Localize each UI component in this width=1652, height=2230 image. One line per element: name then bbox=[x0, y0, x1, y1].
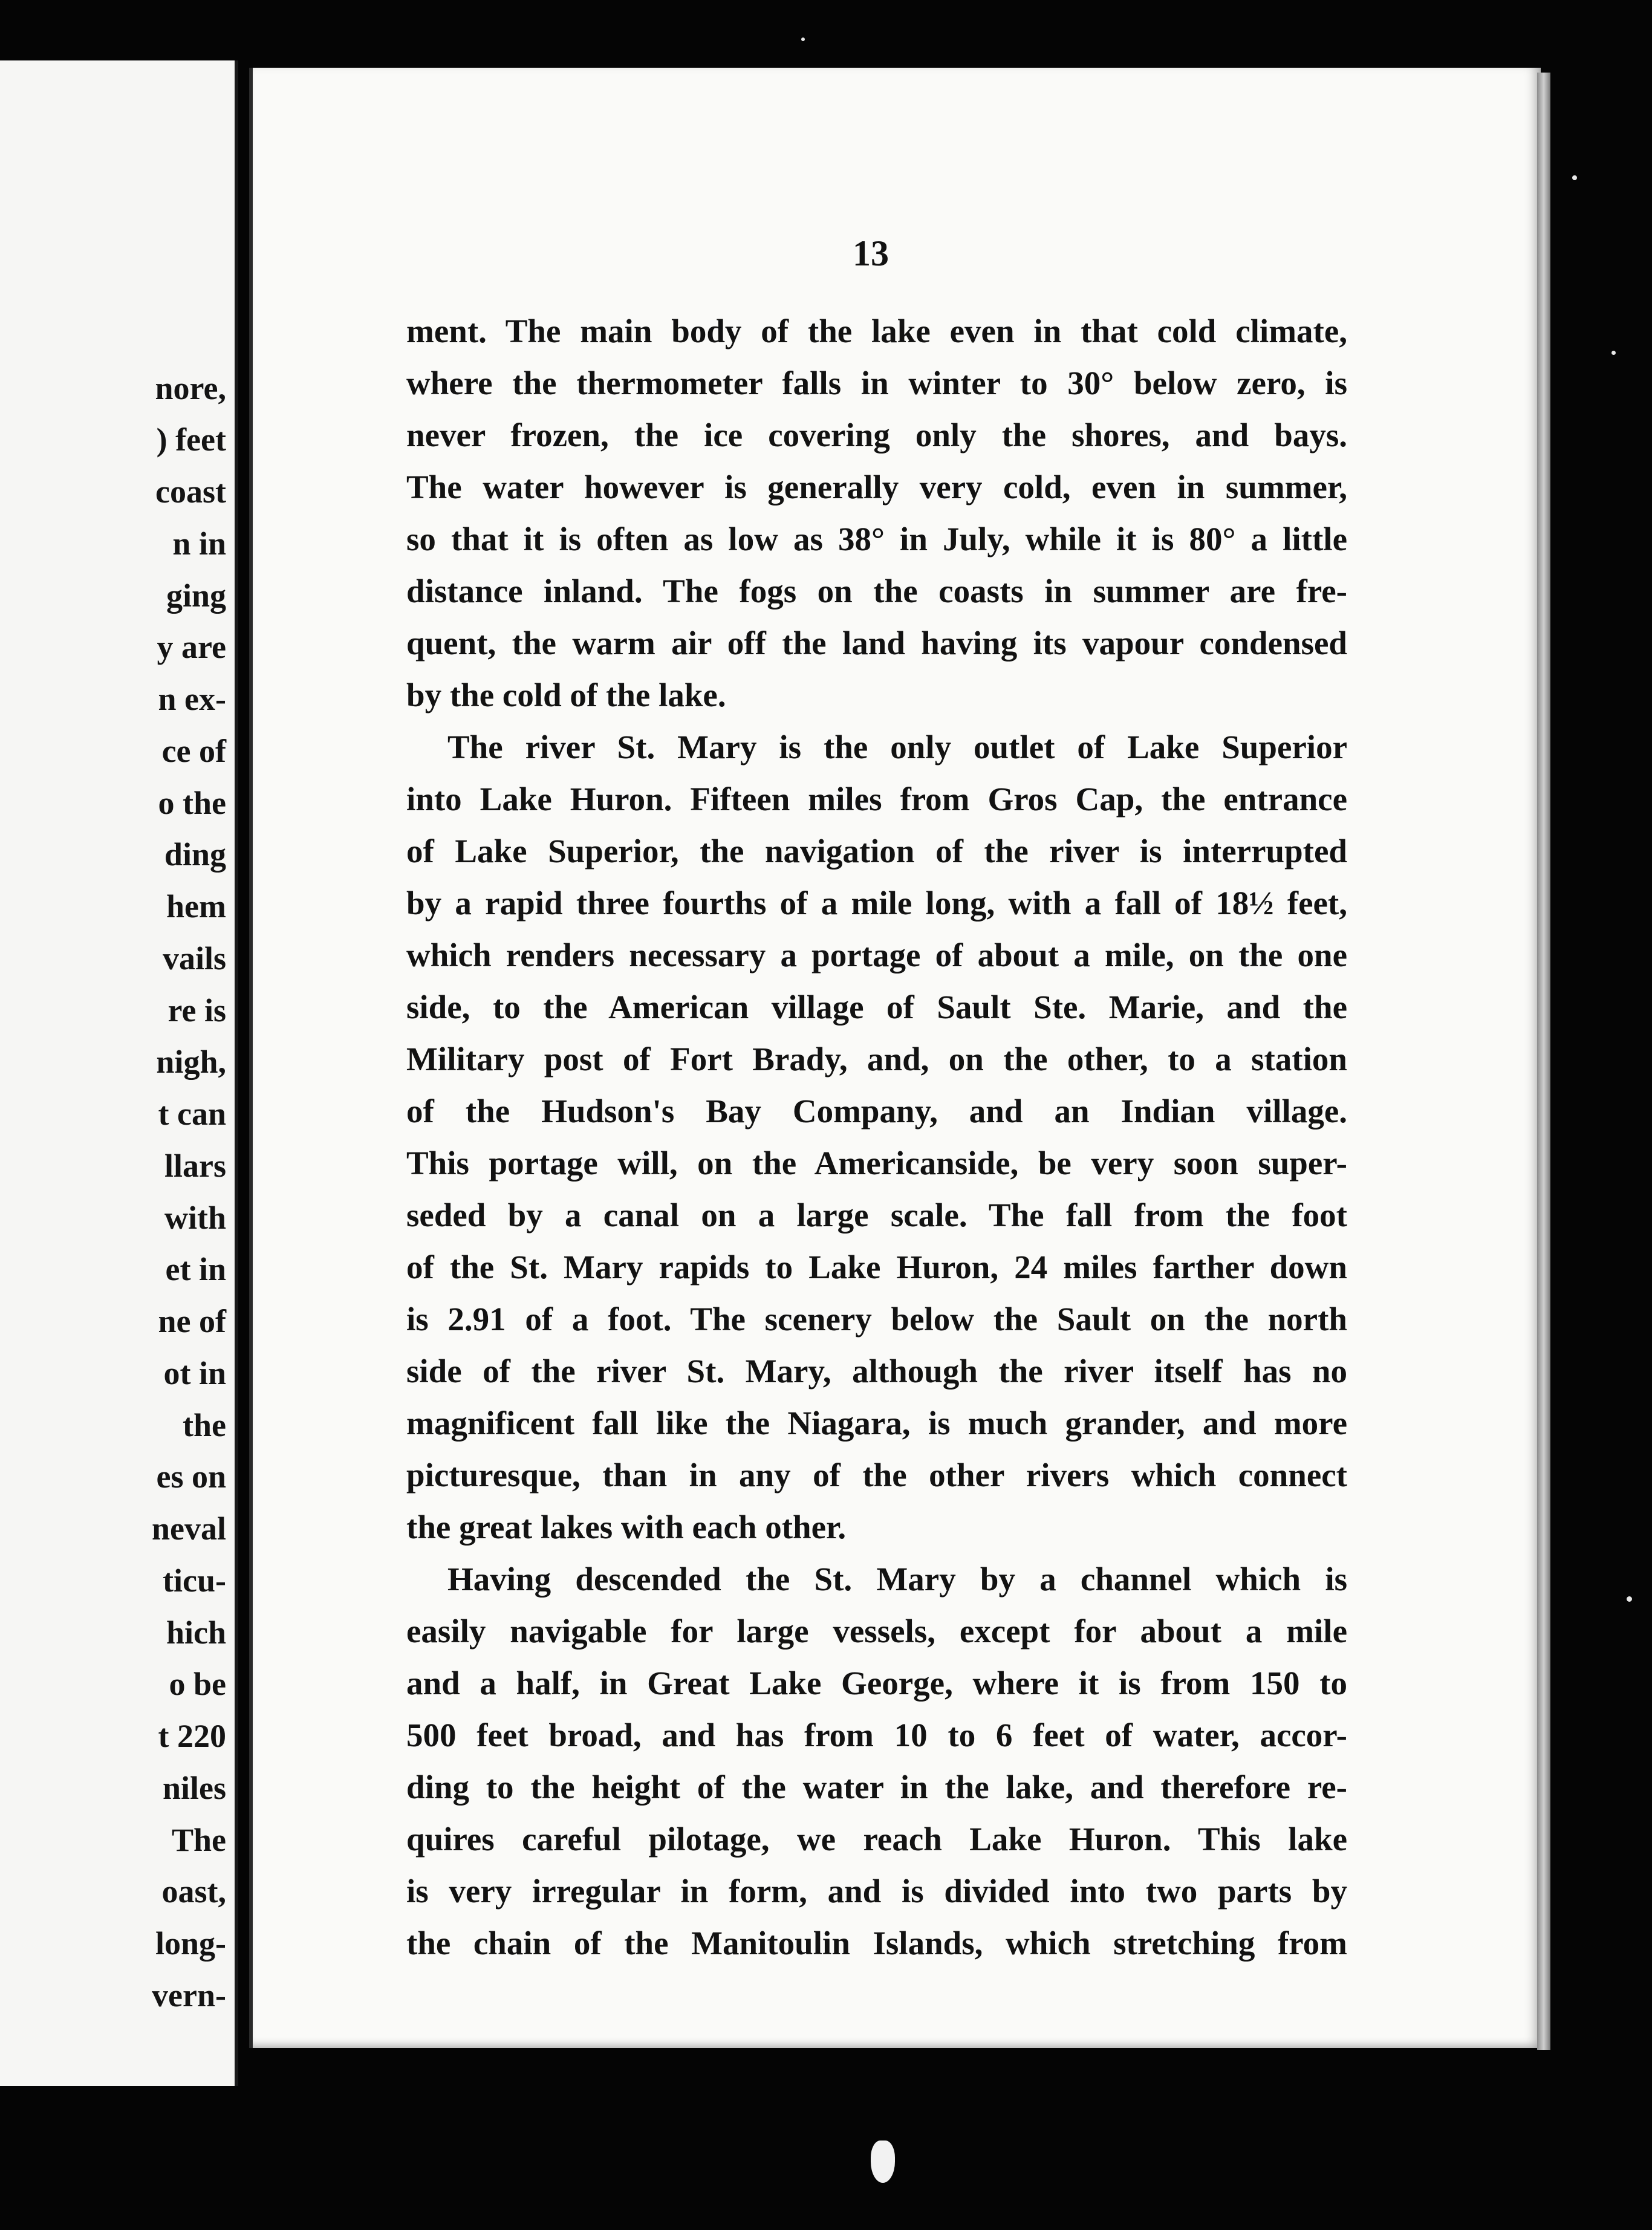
text-line: picturesque, than in any of the other rivers which connect bbox=[406, 1457, 1347, 1494]
scan-speck bbox=[1572, 175, 1577, 180]
text-line: Having descended the St. Mary by a channel which is bbox=[447, 1561, 1347, 1598]
left-page-line: ne of bbox=[158, 1303, 226, 1339]
text-line: quent, the warm air off the land having its vapour condensed bbox=[406, 625, 1347, 662]
left-page-line: t can bbox=[158, 1096, 226, 1132]
left-page-line: ding bbox=[164, 836, 226, 873]
text-line: of the Hudson's Bay Company, and an Indian village. bbox=[406, 1093, 1347, 1130]
left-page-line: nigh, bbox=[156, 1044, 226, 1080]
left-page-line: ging bbox=[166, 577, 226, 614]
left-page-line: niles bbox=[162, 1770, 226, 1806]
scan-speck bbox=[1611, 351, 1616, 355]
text-line: of Lake Superior, the navigation of the river is interrupted bbox=[406, 833, 1347, 870]
text-line: which renders necessary a portage of about a mile, on the one bbox=[406, 937, 1347, 974]
text-line: never frozen, the ice covering only the shores, and bays. bbox=[406, 417, 1347, 453]
text-line: is 2.91 of a foot. The scenery below the Sault on the north bbox=[406, 1301, 1347, 1338]
text-line: ding to the height of the water in the lake, and therefore re- bbox=[406, 1769, 1347, 1806]
left-page-line: coast bbox=[155, 473, 226, 510]
left-page-line: llars bbox=[164, 1148, 226, 1184]
left-page-line: n ex- bbox=[158, 681, 226, 717]
text-line: of the St. Mary rapids to Lake Huron, 24 miles farther down bbox=[406, 1249, 1347, 1286]
text-line: Military post of Fort Brady, and, on the other, to a station bbox=[406, 1041, 1347, 1078]
scan-speck bbox=[801, 37, 805, 41]
left-page-line: hich bbox=[166, 1614, 226, 1651]
left-page-line: vern- bbox=[152, 1977, 226, 2014]
scan-speck bbox=[1627, 1596, 1632, 1602]
text-line: This portage will, on the Americanside, be very soon super- bbox=[406, 1145, 1347, 1182]
text-line: The water however is generally very cold, even in summer, bbox=[406, 469, 1347, 505]
text-line: side of the river St. Mary, although the river itself has no bbox=[406, 1353, 1347, 1390]
left-page-line: neval bbox=[151, 1510, 226, 1547]
text-line: is very irregular in form, and is divided into two parts by bbox=[406, 1873, 1347, 1910]
text-line: The river St. Mary is the only outlet of Lake Superior bbox=[447, 729, 1347, 766]
text-line: ment. The main body of the lake even in that cold climate, bbox=[406, 313, 1347, 349]
text-line: and a half, in Great Lake George, where it is from 150 to bbox=[406, 1665, 1347, 1702]
text-line: 500 feet broad, and has from 10 to 6 feet of water, accor- bbox=[406, 1717, 1347, 1754]
text-line: easily navigable for large vessels, except for about a mile bbox=[406, 1613, 1347, 1650]
text-line: where the thermometer falls in winter to 30° below zero, is bbox=[406, 365, 1347, 401]
page-edge bbox=[1537, 73, 1550, 2050]
left-page-line: n in bbox=[172, 525, 226, 562]
left-page-line: o the bbox=[158, 785, 226, 821]
left-page-line: o be bbox=[169, 1666, 226, 1702]
left-page-line: ot in bbox=[163, 1355, 226, 1391]
text-line: the chain of the Manitoulin Islands, which stretching from bbox=[406, 1925, 1347, 1962]
left-page-line: ce of bbox=[161, 733, 226, 769]
text-line: distance inland. The fogs on the coasts in summer are fre- bbox=[406, 573, 1347, 610]
left-page-line: oast, bbox=[161, 1873, 226, 1910]
text-line: the great lakes with each other. bbox=[406, 1509, 847, 1546]
left-page-line: The bbox=[171, 1822, 226, 1858]
left-page-line: es on bbox=[156, 1458, 226, 1495]
left-page-line: ticu- bbox=[163, 1562, 226, 1599]
left-page-line: the bbox=[183, 1407, 226, 1443]
text-line: by a rapid three fourths of a mile long, with a fall of 18½ feet, bbox=[406, 885, 1347, 922]
left-page-line: nore, bbox=[155, 370, 226, 406]
left-page-line: y are bbox=[157, 629, 226, 665]
left-page-line: long- bbox=[155, 1925, 226, 1962]
text-line: seded by a canal on a large scale. The fall from the foot bbox=[406, 1197, 1347, 1234]
text-line: by the cold of the lake. bbox=[406, 677, 726, 714]
left-page-line: vails bbox=[162, 940, 226, 977]
page-number: 13 bbox=[853, 233, 889, 273]
left-page-line: et in bbox=[165, 1251, 226, 1287]
page-tear-mark bbox=[871, 2141, 895, 2183]
text-line: into Lake Huron. Fifteen miles from Gros Cap, the entrance bbox=[406, 781, 1347, 818]
text-line: so that it is often as low as 38° in July, while it is 80° a little bbox=[406, 521, 1347, 558]
left-page-line: t 220 bbox=[158, 1718, 226, 1754]
text-line: side, to the American village of Sault Ste. Marie, and the bbox=[406, 989, 1347, 1026]
left-page-line: hem bbox=[166, 888, 226, 925]
left-facing-page bbox=[0, 60, 238, 2086]
left-page-line: ) feet bbox=[156, 421, 226, 458]
text-line: quires careful pilotage, we reach Lake Huron. This lake bbox=[406, 1821, 1347, 1858]
text-line: magnificent fall like the Niagara, is much grander, and more bbox=[406, 1405, 1347, 1442]
left-page-line: re is bbox=[167, 992, 226, 1029]
left-page-line: with bbox=[164, 1200, 226, 1236]
